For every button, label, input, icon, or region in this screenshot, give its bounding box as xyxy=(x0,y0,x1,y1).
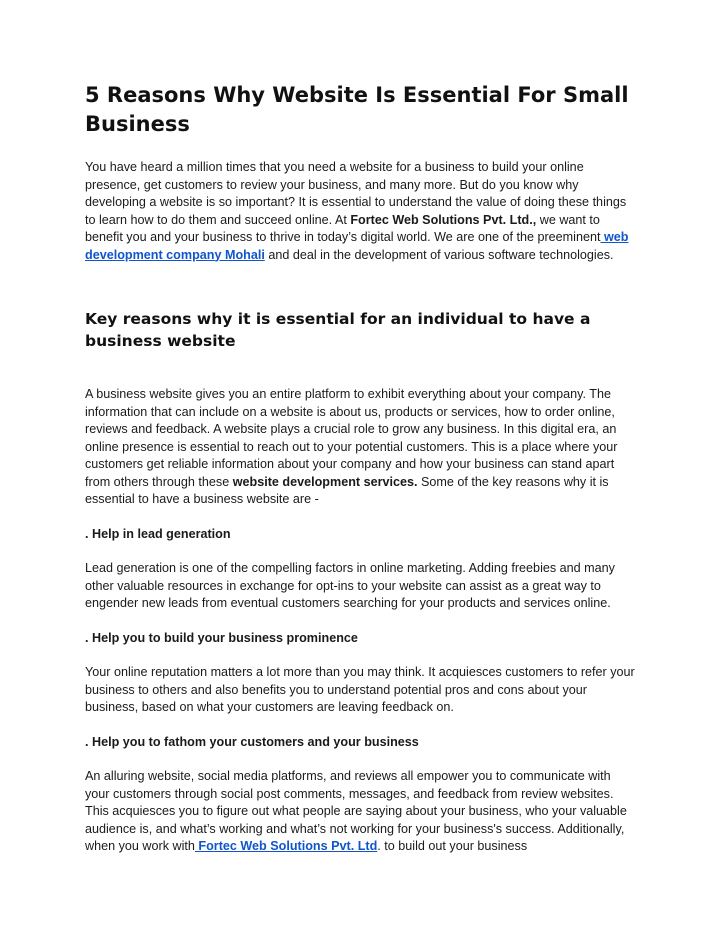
customers-text: An alluring website, social media platforms, and reviews all empower you to communicate with your customers through social post comments, messages, and feedback from review websites. This acquiesces you to figure out what people are saying about your business, who your valuable audience is, and what’s working and what’s not working for your business's success. Additionally, when you work with xyxy=(85,769,627,853)
overview-text-2: Some of the key reasons why it is essential to have a business website are - xyxy=(85,474,609,506)
document-title: 5 Reasons Why Website Is Essential For Small Business xyxy=(85,83,629,136)
overview-paragraph xyxy=(85,386,637,509)
section-body-customers xyxy=(85,768,637,856)
section-heading-prominence: . Help you to build your business prominence xyxy=(85,630,358,645)
section-body-lead-generation: Lead generation is one of the compelling factors in online marketing. Adding freebies and many other valuable resources in exchange for opt-ins to your website can assist as a great way to engender new leads from eventual customers searching for your products and services online. xyxy=(85,561,615,610)
customers-text-after: . to build out your business xyxy=(377,839,528,853)
company-name-bold: Fortec Web Solutions Pvt. Ltd., xyxy=(350,212,537,227)
intro-text-3: and deal in the development of various software technologies. xyxy=(264,247,614,262)
intro-paragraph xyxy=(85,159,637,264)
services-bold: website development services. xyxy=(232,474,418,489)
fortec-link[interactable]: Fortec Web Solutions Pvt. Ltd xyxy=(194,839,378,853)
document-body xyxy=(85,81,637,856)
intro-text-1: You have heard a million times that you need a website for a business to build your online presence, get customers to review your business, and many more. But do you know why developing a website is so important? It is essential to understand the value of doing these things to learn how to do them and succeed online. At xyxy=(85,160,627,227)
key-reasons-heading: Key reasons why it is essential for an individual to have a business website xyxy=(85,310,591,350)
section-heading-lead-generation: . Help in lead generation xyxy=(85,526,231,541)
intro-text-2: we want to benefit you and your business to thrive in today’s digital world. We are one of the preeminent xyxy=(85,212,601,244)
section-heading-customers: . Help you to fathom your customers and your business xyxy=(85,734,419,749)
web-development-link[interactable]: web development company Mohali xyxy=(85,230,629,262)
section-body-prominence: Your online reputation matters a lot more than you may think. It acquiesces customers to refer your business to others and also benefits you to understand potential pros and cons about your business, based on what your customers are leaving feedback on. xyxy=(85,665,635,714)
overview-text-1: A business website gives you an entire platform to exhibit everything about your company. The information that can include on a website is about us, products or services, how to order online, reviews and feedback. A website plays a crucial role to grow any business. In this digital era, an online presence is essential to reach out to your potential customers. This is a place where your customers get reliable information about your company and how your business can stand apart from others through these xyxy=(85,387,618,489)
